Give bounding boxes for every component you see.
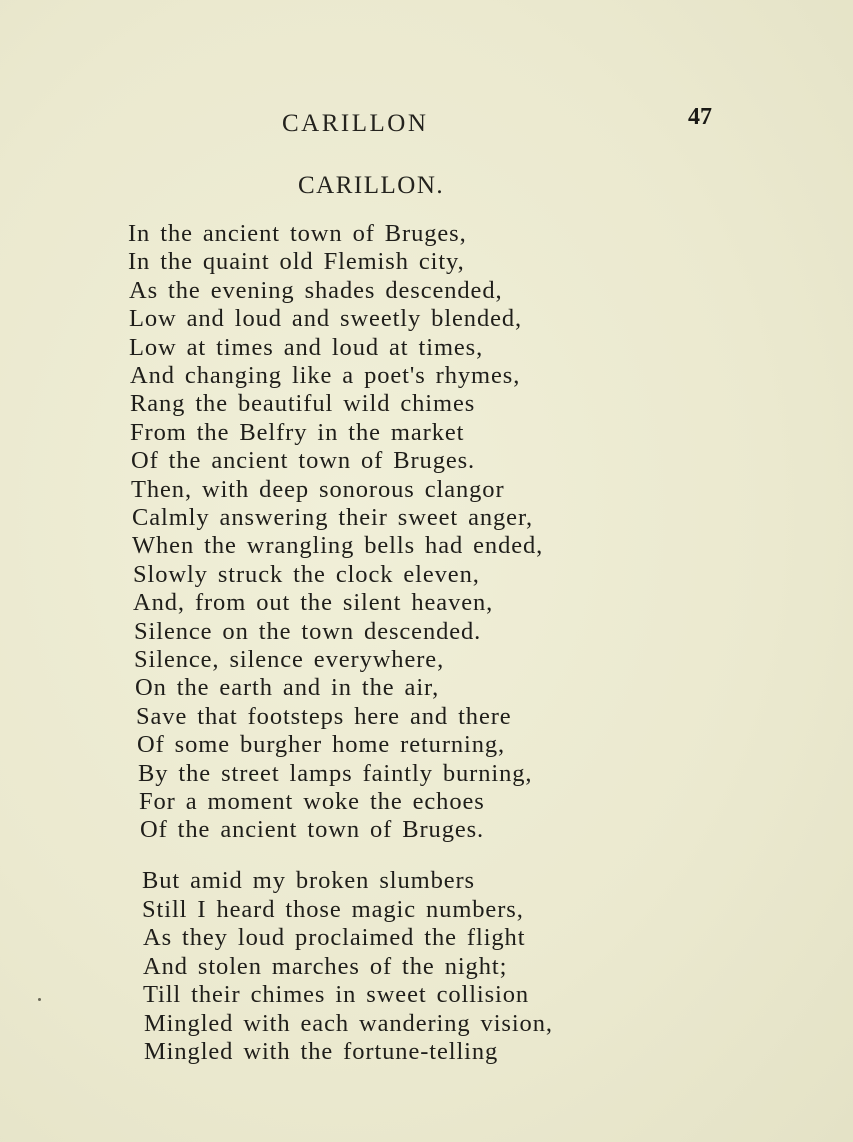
poem-line: Silence, silence everywhere, bbox=[134, 646, 445, 673]
poem-line: And, from out the silent heaven, bbox=[133, 589, 494, 617]
poem-line: Of the ancient town of Bruges. bbox=[131, 447, 476, 475]
poem-line: As the evening shades descended, bbox=[129, 276, 503, 304]
running-head-title: CARILLON bbox=[282, 110, 429, 137]
poem-line: Mingled with each wandering vision, bbox=[144, 1009, 553, 1037]
poem-line: Low at times and loud at times, bbox=[129, 333, 484, 361]
poem-line: For a moment woke the echoes bbox=[139, 788, 485, 815]
poem-line: Rang the beautiful wild chimes bbox=[130, 390, 476, 418]
poem-line: As they loud proclaimed the flight bbox=[143, 924, 526, 951]
poem-line: By the street lamps faintly burning, bbox=[138, 759, 533, 787]
poem-line: Still I heard those magic numbers, bbox=[142, 895, 524, 923]
poem-line: In the quaint old Flemish city, bbox=[128, 248, 465, 276]
poem-line: But amid my broken slumbers bbox=[142, 867, 475, 894]
poem-line: Low and loud and sweetly blended, bbox=[129, 305, 523, 333]
poem-line: In the ancient town of Bruges, bbox=[128, 220, 467, 247]
poem-line: On the earth and in the air, bbox=[135, 674, 440, 702]
poem-line: Till their chimes in sweet collision bbox=[143, 981, 530, 1008]
paper-speck bbox=[38, 998, 41, 1001]
poem-line: Of some burgher home returning, bbox=[137, 731, 506, 759]
poem-line: Then, with deep sonorous clangor bbox=[131, 475, 505, 503]
page-number: 47 bbox=[688, 104, 712, 130]
poem-line: When the wrangling bells had ended, bbox=[132, 532, 544, 560]
poem-line: From the Belfry in the market bbox=[130, 418, 465, 446]
poem-line: And changing like a poet's rhymes, bbox=[130, 362, 521, 389]
poem-line: Of the ancient town of Bruges. bbox=[140, 816, 485, 844]
poem-line: Save that footsteps here and there bbox=[136, 702, 512, 730]
poem-line: Calmly answering their sweet anger, bbox=[132, 504, 534, 531]
poem-line: Mingled with the fortune-telling bbox=[144, 1038, 499, 1065]
poem-line: Slowly struck the clock eleven, bbox=[133, 560, 480, 588]
poem-line: Silence on the town descended. bbox=[134, 617, 482, 645]
poem-line: And stolen marches of the night; bbox=[143, 952, 508, 980]
poem-title: CARILLON. bbox=[298, 172, 445, 199]
